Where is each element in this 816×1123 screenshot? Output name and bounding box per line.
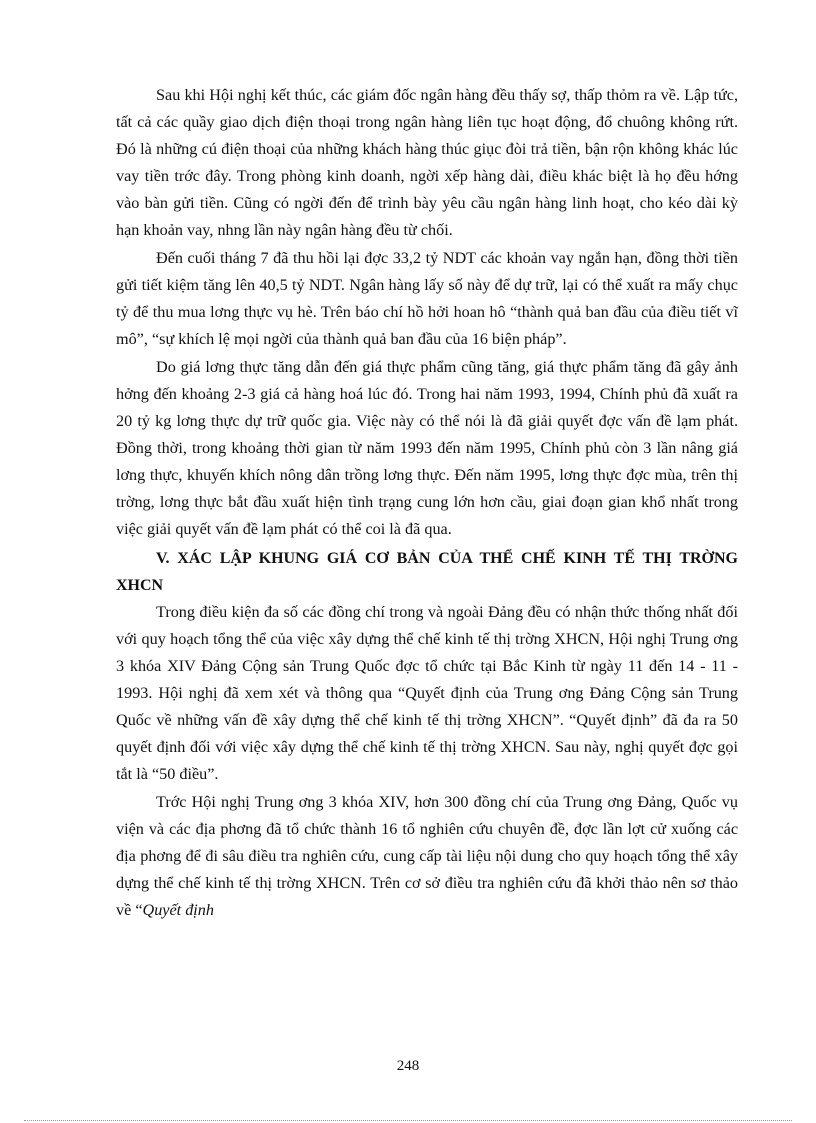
section-heading: V. XÁC LẬP KHUNG GIÁ CƠ BẢN CỦA THỂ CHẾ KINH TẾ THỊ TRỜNG XHCN [116,550,738,594]
paragraph-3: Do giá lơng thực tăng dẫn đến giá thực phẩm cũng tăng, giá thực phẩm tăng đã gây ảnh hởng đến khoảng 2-3 giá cả hàng hoá lúc đó. Trong hai năm 1993, 1994, Chính phủ đã xuất ra 20 tỷ kg lơng thực dự trữ quốc gia. Việc này có thể nói là đã giải quyết đợc vấn đề lạm phát. Đồng thời, trong khoảng thời gian từ năm 1993 đến năm 1995, Chính phủ còn 3 lần nâng giá lơng thực, khuyến khích nông dân trồng lơng thực. Đến năm 1995, lơng thực đợc mùa, trên thị trờng, lơng thực bắt đầu xuất hiện tình trạng cung lớn hơn cầu, giai đoạn gian khổ nhất trong việc giải quyết vấn đề lạm phát có thể coi là đã qua. [116,358,738,538]
paragraph-5 [116,789,738,924]
document-page [116,82,738,925]
paragraph-5-italic: Quyết định [142,901,214,919]
paragraph-5-text: Trớc Hội nghị Trung ơng 3 khóa XIV, hơn 300 đồng chí của Trung ơng Đảng, Quốc vụ viện và các địa phơng đã tổ chức thành 16 tổ nghiên cứu chuyên đề, đợc lần lợt cử xuống các địa phơng để đi sâu điều tra nghiên cứu, cung cấp tài liệu nội dung cho quy hoạch tổng thể xây dựng thể chế kinh tế thị trờng XHCN. Trên cơ sở điều tra nghiên cứu đã khởi thảo nên sơ thảo về “ [116,793,738,919]
paragraph-2: Đến cuối tháng 7 đã thu hồi lại đợc 33,2 tỷ NDT các khoản vay ngắn hạn, đồng thời tiền gửi tiết kiệm tăng lên 40,5 tỷ NDT. Ngân hàng lấy số này để dự trữ, lại có thể xuất ra mấy chục tỷ để thu mua lơng thực vụ hè. Trên báo chí hồ hởi hoan hô “thành quả ban đầu của điều tiết vĩ mô”, “sự khích lệ mọi ngời của thành quả ban đầu của 16 biện pháp”. [116,249,738,348]
paragraph-4: Trong điều kiện đa số các đồng chí trong và ngoài Đảng đều có nhận thức thống nhất đối với quy hoạch tổng thể của việc xây dựng thể chế kinh tế thị trờng XHCN, Hội nghị Trung ơng 3 khóa XIV Đảng Cộng sản Trung Quốc đợc tổ chức tại Bắc Kinh từ ngày 11 đến 14 - 11 - 1993. Hội nghị đã xem xét và thông qua “Quyết định của Trung ơng Đảng Cộng sản Trung Quốc về những vấn đề xây dựng thể chế kinh tế thị trờng XHCN”. “Quyết định” đã đa ra 50 quyết định đối với việc xây dựng thể chế kinh tế thị trờng XHCN. Sau này, nghị quyết đợc gọi tắt là “50 điều”. [116,603,738,783]
paragraph-1: Sau khi Hội nghị kết thúc, các giám đốc ngân hàng đều thấy sợ, thấp thỏm ra về. Lập tức, tất cả các quầy giao dịch điện thoại trong ngân hàng liên tục hoạt động, đổ chuông không rứt. Đó là những cú điện thoại của những khách hàng thúc giục đòi trả tiền, bận rộn không khác lúc vay tiền trớc đây. Trong phòng kinh doanh, ngời xếp hàng dài, điều khác biệt là họ đều hớng vào bàn gửi tiền. Cũng có ngời đến để trình bày yêu cầu ngân hàng linh hoạt, cho kéo dài kỳ hạn khoản vay, nhng lần này ngân hàng đều từ chối. [116,86,738,239]
page-number: 248 [396,1058,420,1074]
footer-divider [24,1120,792,1121]
